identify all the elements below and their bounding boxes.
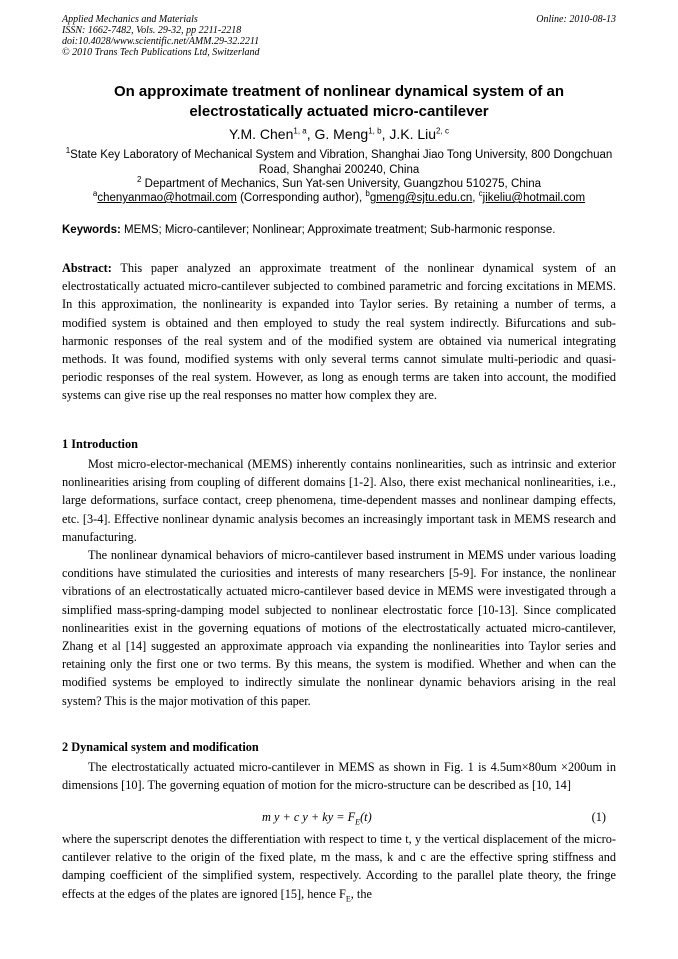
journal-header xyxy=(62,14,260,58)
author-sup: 2, c xyxy=(436,126,449,136)
paragraph: where the superscript denotes the differentiation with respect to time t, y the vertical displacement of the micro-cantilever relative to the origin of the fixed plate, m the mass, k and c are the effective spring stiffness and damping coefficient of the simplified system, respectively. According to the parallel plate theory, the fringe effects at the edges of the plates are ignored [15], hence $F_E$, the xyxy=(62,832,616,904)
equation-number: (1) xyxy=(591,810,606,824)
affiliation-text: Department of Mechanics, Sun Yat-sen University, Guangzhou 510275, China xyxy=(144,178,541,190)
author-name: G. Meng xyxy=(314,126,369,142)
paper-title: On approximate treatment of nonlinear dynamical system of an electrostatically actuated micro-cantilever xyxy=(113,83,565,120)
author-sup: 1, b xyxy=(368,126,382,136)
affiliation-1 xyxy=(62,148,616,178)
abstract-text: This paper analyzed an approximate treatment of the nonlinear dynamical system of an electrostatically actuated micro-cantilever subjected to combined parametric and forcing excitations in MEMS. In this approximation, the nonlinearity is expanded into Taylor series. By retaining a number of terms, a modified system is obtained and then employed to study the real system indirectly. Bifurcations and sub-harmonic responses of the real system and of the modified system are obtained via numerical integrating methods. It was found, modified systems with only several terms cannot simulate multi-periodic and quasi-periodic responses of the real system. However, as long as enough terms are taken into account, the modified systems can give rise up the real responses no matter how complex they are. xyxy=(62,261,616,403)
paragraph: Most micro-elector-mechanical (MEMS) inherently contains nonlinearities, such as intrinsic and exterior nonlinearities arising from coupling of different domains [1-2]. Also, there exist mechanical nonlinearities, i.e., large deformations, surface contact, creep phenomena, time-dependent masses and nonlinear damping effects, etc. [3-4]. Effective nonlinear dynamic analysis becomes an increasingly important task in MEMS research and manufacturing. xyxy=(62,457,616,544)
email-line: $^a$chenyanmao@hotmail.com (Corresponding author), $^b$gmeng@sjtu.edu.cn, $^c$jikeliu@hotmail.com xyxy=(92,189,586,204)
author-name: Y.M. Chen xyxy=(229,126,294,142)
paragraph: The nonlinear dynamical behaviors of micro-cantilever based instrument in MEMS under various loading conditions have stimulated the curiosities and interests of many researchers [5-9]. For instance, the nonlinear vibrations of an electrostatically actuated micro-cantilever based device in MEMS were investigated through a simplified mass-spring-damping model subjected to nonlinear electrostatic force [10-13]. Since complicated nonlinearities exist in the governing equations of motions of the electrostatically actuated micro-cantilever, Zhang et al [14] suggested an approximate approach via expanding the nonlinearities into Taylor series and retaining only the first one or two terms. By this means, the system is modified. Whether and when can the modified systems be employed to indirectly simulate the nonlinear dynamic behaviors arising in the real system? This is the major motivation of this paper. xyxy=(62,548,616,708)
author-list: Y.M. Chen$^{1, a}$, G. Meng$^{1, b}$, J.K. Liu$^{2, c}$ xyxy=(229,126,449,142)
affiliation-sup: 1 xyxy=(65,146,71,156)
email-link-b[interactable]: gmeng@sjtu.edu.cn xyxy=(369,192,473,204)
equation-expression: m y + c y + ky = $F_E(t)$ xyxy=(262,810,372,827)
abstract xyxy=(62,259,616,405)
section-heading-dynamical-system: 2 Dynamical system and modification xyxy=(62,740,259,754)
introduction-text xyxy=(62,455,616,710)
author-name: J.K. Liu xyxy=(389,126,437,142)
email-link-c[interactable]: jikeliu@hotmail.com xyxy=(482,192,586,204)
affiliation-sup: 2 xyxy=(137,175,142,185)
abstract-label: Abstract: xyxy=(62,261,112,275)
affiliation-text: State Key Laboratory of Mechanical System and Vibration, Shanghai Jiao Tong University, 800 Dongchuan Road, Shanghai 200240, China xyxy=(70,149,613,176)
doi-line: doi:10.4028/www.scientific.net/AMM.29-32.2211 xyxy=(62,36,260,47)
email-note: (Corresponding author), xyxy=(240,192,363,204)
section-heading-introduction: 1 Introduction xyxy=(62,437,138,451)
keywords-text: MEMS; Micro-cantilever; Nonlinear; Approximate treatment; Sub-harmonic response. xyxy=(124,224,556,236)
journal-name: Applied Mechanics and Materials xyxy=(62,14,198,25)
section2-text-continued xyxy=(62,830,616,903)
section2-text xyxy=(62,758,616,794)
keywords xyxy=(62,224,616,236)
copyright-line: © 2010 Trans Tech Publications Ltd, Switzerland xyxy=(62,47,260,58)
keywords-label: Keywords: xyxy=(62,224,121,236)
affiliation-2 xyxy=(62,177,616,192)
paragraph: The electrostatically actuated micro-cantilever in MEMS as shown in Fig. 1 is 4.5um×80um ×200um in dimensions [10]. The governing equation of motion for the micro-structure can be described as [10, 14] xyxy=(62,760,616,793)
email-link-a[interactable]: chenyanmao@hotmail.com xyxy=(97,192,237,204)
online-date: Online: 2010-08-13 xyxy=(536,14,616,25)
issn-line: ISSN: 1662-7482, Vols. 29-32, pp 2211-2218 xyxy=(62,25,242,36)
author-sup: 1, a xyxy=(293,126,307,136)
